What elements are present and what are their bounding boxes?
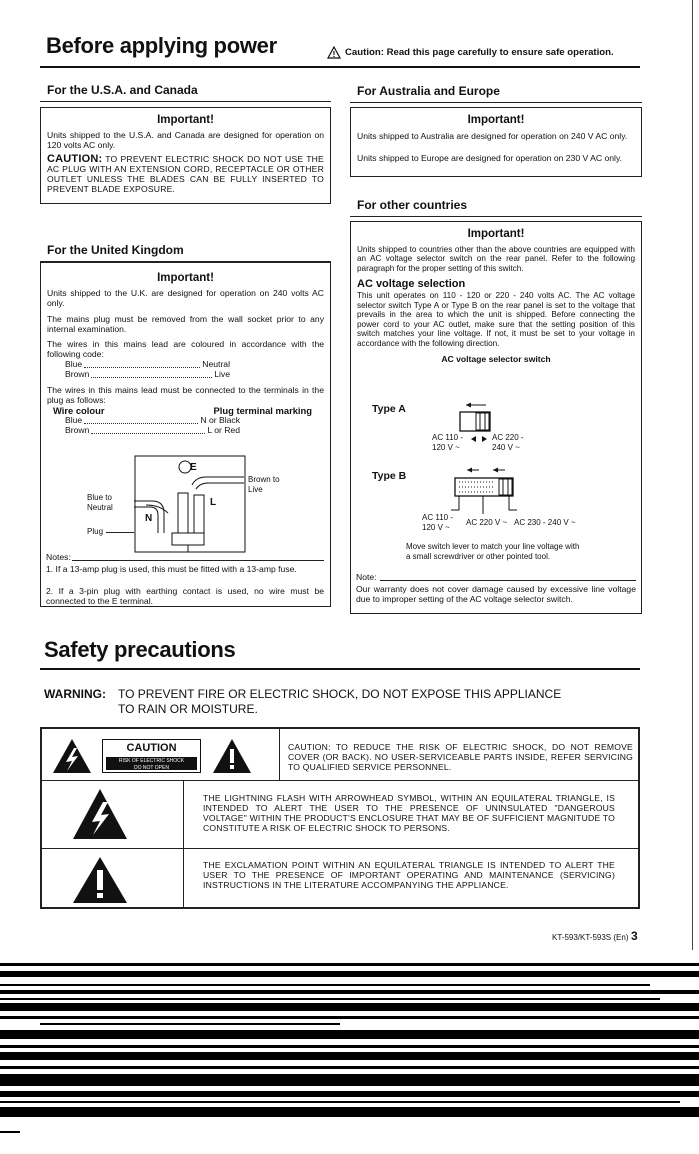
plug-e: E	[190, 462, 197, 473]
type-a-label: Type A	[372, 403, 406, 415]
move-note-1: Move switch lever to match your line voltage with	[406, 542, 580, 551]
lightning-triangle-icon	[52, 738, 92, 774]
code-brown-value: Live	[214, 369, 230, 379]
code-blue: Blue	[65, 359, 83, 370]
header-rule	[40, 66, 640, 68]
page-title: Before applying power	[46, 33, 277, 58]
australia-important: Important!	[467, 114, 525, 126]
warning-line-1: TO PREVENT FIRE OR ELECTRIC SHOCK, DO NOT EXPOSE THIS APPLIANCE	[118, 687, 562, 701]
safety-row-3-text: THE EXCLAMATION POINT WITHIN AN EQUILATERAL TRIANGLE IS INTENDED TO ALERT THE USER TO THE PRESENCE OF IMPORTANT OPERATING AND MAINTENANCE (SERVICING) INSTRUCTIONS IN THE LITERATURE ACCOMPANYING THE APPLIANCE.	[203, 860, 615, 890]
type-b-switch-icon	[445, 466, 525, 518]
uk-note-1: 1. If a 13-amp plug is used, this must be fitted with a 13-amp fuse.	[46, 564, 297, 574]
plug-neutral: Neutral	[87, 503, 113, 512]
type-b-3: AC 230 - 240 V ~	[514, 518, 576, 527]
term-blue-value: N or Black	[200, 415, 240, 426]
type-a-left2: 120 V ~	[432, 443, 460, 452]
svg-text:!: !	[332, 50, 336, 59]
move-note-2: a small screwdriver or other pointed tool.	[406, 552, 551, 561]
warning-label: WARNING:	[44, 687, 106, 701]
australia-text: Units shipped to Australia are designed for operation on 240 V AC only.	[357, 130, 628, 141]
type-b-1b: 120 V ~	[422, 523, 450, 532]
caution-sticker-sub1: RISK OF ELECTRIC SHOCK	[118, 758, 185, 764]
uk-box	[40, 262, 331, 607]
safety-row-2-text: THE LIGHTNING FLASH WITH ARROWHEAD SYMBOL, WITHIN AN EQUILATERAL TRIANGLE, IS INTENDED TO ALERT THE USER TO THE PRESENCE OF UNINSULATED "DANGEROUS VOLTAGE" WITHIN THE PRODUCT'S ENCLOSURE THAT MAY BE OF SUFFICIENT MAGNITUDE TO CONSTITUTE A RISK OF ELECTRIC SHOCK TO PERSONS.	[203, 793, 615, 833]
usa-important: Important!	[157, 114, 214, 126]
uk-notes-label: Notes:	[46, 552, 71, 562]
plug-label: Plug	[87, 527, 104, 536]
plug-n: N	[145, 513, 153, 524]
type-a-right: AC 220 -	[492, 433, 524, 442]
code-blue-value: Neutral	[202, 359, 230, 370]
warning-triangle-icon	[327, 46, 341, 59]
type-b-2: AC 220 V ~	[466, 518, 508, 527]
other-note-text: Our warranty does not cover damage caused by excessive line voltage due to improper setting of the AC voltage selector switch.	[356, 584, 636, 604]
code-brown: Brown	[65, 369, 90, 379]
type-a-right2: 240 V ~	[492, 443, 520, 452]
usa-box	[40, 107, 331, 204]
usa-caution-text: TO PREVENT ELECTRIC SHOCK DO NOT USE THE AC PLUG WITH AN EXTENSION CORD, RECEPTACLE OR OTHER OUTLET UNLESS THE BLADES CAN BE FULLY INSERTED TO PREVENT BLADE EXPOSURE.	[47, 153, 324, 195]
caution-sticker	[102, 739, 201, 773]
ac-text: This unit operates on 110 - 120 or 220 - 240 volts AC. The AC voltage selector switch Type A or Type B on the rear panel is set to the voltage that prevails in the area to which the unit is shipped. Before connecting the power cord to your AC outlet, make sure that the setting position of this switch matches your line voltage. If not, it must be set to your voltage in accordance with the following direction.	[357, 291, 635, 348]
uk-p1: Units shipped to the U.K. are designed for operation on 240 volts AC only.	[47, 287, 324, 308]
safety-row-1-text: CAUTION: TO REDUCE THE RISK OF ELECTRIC SHOCK, DO NOT REMOVE COVER (OR BACK). NO USER-SERVICEABLE PARTS INSIDE, REFER SERVICING TO QUALIFIED SERVICE PERSONNEL.	[288, 743, 633, 772]
uk-heading: For the United Kingdom	[47, 243, 184, 257]
lightning-triangle-large-icon	[72, 788, 128, 840]
australia-heading: For Australia and Europe	[357, 84, 500, 98]
plug-brown: Brown to	[248, 475, 280, 484]
type-b-1: AC 110 -	[422, 513, 453, 522]
plug-live: Live	[248, 485, 263, 494]
type-a-left: AC 110 -	[432, 433, 463, 442]
uk-important: Important!	[157, 272, 214, 284]
wire-colour-header: Wire colour	[53, 404, 105, 416]
plug-marking-header: Plug terminal marking	[213, 404, 312, 416]
double-arrow-icon	[470, 435, 488, 443]
switch-title: AC voltage selector switch	[441, 353, 551, 364]
uk-p3: The wires in this mains lead are coloured in accordance with the following code:	[47, 339, 324, 360]
usa-caution-label: CAUTION:	[47, 152, 103, 165]
type-b-label: Type B	[372, 470, 407, 482]
other-important: Important!	[467, 228, 525, 240]
ac-heading: AC voltage selection	[357, 278, 466, 291]
usa-text: Units shipped to the U.S.A. and Canada are designed for operation on 120 volts AC only.	[47, 129, 324, 150]
footer-model: KT-593/KT-593S (En)	[552, 933, 629, 942]
type-a-switch-icon	[452, 401, 502, 435]
uk-note-2: 2. If a 3-pin plug with earthing contact is used, no wire must be connected to the E terminal.	[46, 586, 324, 606]
caution-note: Caution: Read this page carefully to ensure safe operation.	[345, 47, 614, 58]
europe-text: Units shipped to Europe are designed for operation on 230 V AC only.	[357, 152, 622, 163]
caution-sticker-sub2: DO NOT OPEN	[134, 764, 169, 771]
warning-line-2: TO RAIN OR MOISTURE.	[118, 702, 258, 716]
australia-box	[350, 107, 642, 177]
safety-title: Safety precautions	[44, 637, 236, 662]
page-number: 3	[631, 929, 638, 943]
other-text: Units shipped to countries other than the above countries are equipped with an AC voltage selector switch on the rear panel. Refer to the following paragraph for the proper setting of this switch.	[357, 244, 635, 273]
uk-p4: The wires in this mains lead must be connected to the terminals in the plug as follows:	[47, 384, 324, 405]
other-heading: For other countries	[357, 198, 468, 212]
exclamation-triangle-large-icon	[72, 856, 128, 904]
plug-l: L	[210, 497, 217, 508]
exclamation-triangle-icon	[212, 738, 252, 774]
term-brown-value: L or Red	[207, 425, 240, 436]
caution-sticker-title: CAUTION	[126, 742, 177, 754]
other-note-label: Note:	[356, 572, 377, 582]
term-blue: Blue	[65, 415, 83, 426]
usa-heading: For the U.S.A. and Canada	[47, 83, 198, 97]
plug-blue: Blue to	[87, 493, 112, 502]
term-brown: Brown	[65, 425, 90, 436]
uk-p2: The mains plug must be removed from the wall socket prior to any internal examination.	[47, 313, 324, 334]
